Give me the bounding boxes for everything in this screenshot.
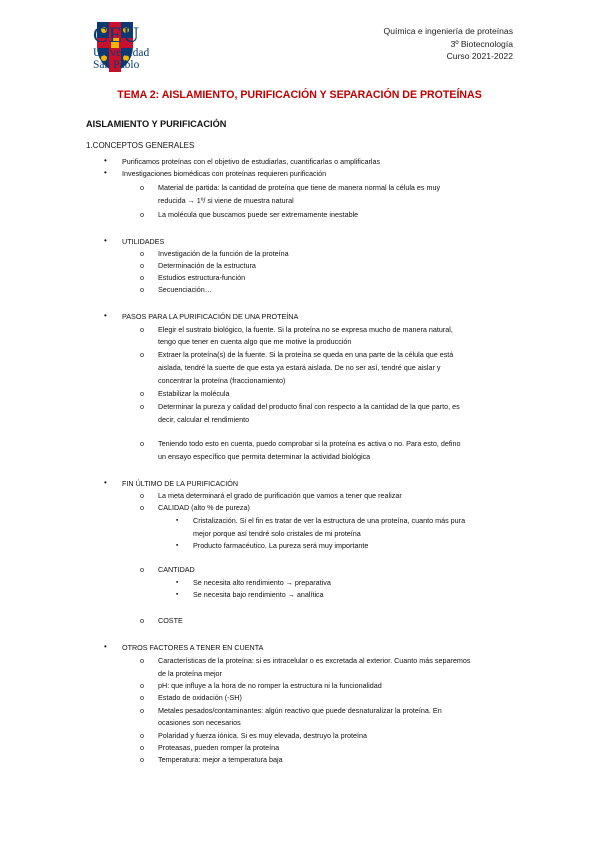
bullet-circle: o <box>140 656 144 665</box>
bullet-circle: o <box>140 616 144 625</box>
text-line: UTILIDADES <box>122 237 165 246</box>
text-line: La meta determinará el grado de purificación que vamos a tener que realizar <box>158 491 402 500</box>
bullet-dot: • <box>104 642 107 651</box>
text-line: OTROS FACTORES A TENER EN CUENTA <box>122 643 264 652</box>
text-line: Metales pesados/contaminantes: algún reactivo que puede desnaturalizar la proteína. En <box>158 706 442 715</box>
bullet-dot: • <box>104 311 107 320</box>
bullet-circle: o <box>140 491 144 500</box>
text-line: aislada, tendré la suerte de que esta ya estará aislada. De no ser así, tendré que aislar y <box>158 363 441 372</box>
bullet-circle: o <box>140 565 144 574</box>
bullet-circle: o <box>140 261 144 270</box>
section-heading: AISLAMIENTO Y PURIFICACIÓN <box>86 119 227 129</box>
text-line: Determinar la pureza y calidad del producto final con respecto a la cantidad de la que parto, es <box>158 402 460 411</box>
bullet-circle: o <box>140 439 144 448</box>
bullet-circle: o <box>140 402 144 411</box>
logo-subtitle-line2: San Pablo <box>93 59 140 71</box>
text-line: concentrar la proteína (fraccionamiento) <box>158 376 286 385</box>
bullet-circle: o <box>140 693 144 702</box>
bullet-square: ▪ <box>176 517 179 524</box>
document-title: TEMA 2: AISLAMIENTO, PURIFICACIÓN Y SEPARACIÓN DE PROTEÍNAS <box>117 89 482 101</box>
bullet-circle: o <box>140 183 144 192</box>
text-line: reducida → 1º/ si viene de muestra natural <box>158 196 294 205</box>
text-line: Características de la proteína: si es intracelular o es excretada al exterior. Cuanto más separemos <box>158 656 471 665</box>
bullet-circle: o <box>140 273 144 282</box>
logo-subtitle <box>93 47 149 71</box>
text-line: de la proteína mejor <box>158 669 222 678</box>
text-line: Secuenciación… <box>158 285 212 294</box>
bullet-circle: o <box>140 755 144 764</box>
text-line: decir, calcular el rendimiento <box>158 415 250 424</box>
logo-subtitle-line1: Universidad <box>93 47 150 59</box>
logo-name: CEU <box>93 22 140 47</box>
text-line: Se necesita bajo rendimiento → analítica <box>193 590 324 599</box>
text-line: Estabilizar la molécula <box>158 389 230 398</box>
text-line: Extraer la proteína(s) de la fuente. Si la proteína se queda en una parte de la célula que está <box>158 350 454 359</box>
subsection-heading: 1.CONCEPTOS GENERALES <box>86 141 195 150</box>
text-line: mejor porque así tendré solo cristales de mi proteína <box>193 529 361 538</box>
text-line: Estudios estructura-función <box>158 273 246 282</box>
text-line: Investigación de la función de la proteína <box>158 249 289 258</box>
bullet-dot: • <box>104 236 107 245</box>
text-line: un ensayo específico que permita determinar la actividad biológica <box>158 452 371 461</box>
bullet-circle: o <box>140 350 144 359</box>
text-line: Temperatura: mejor a temperatura baja <box>158 755 283 764</box>
text-line: Teniendo todo esto en cuenta, puedo comprobar si la proteína es activa o no. Para esto, defino <box>158 439 461 448</box>
bullet-dot: • <box>104 168 107 177</box>
text-line: Producto farmacéutico. La pureza será muy importante <box>193 541 369 550</box>
header-year: Curso 2021-2022 <box>446 51 513 61</box>
bullet-circle: o <box>140 503 144 512</box>
text-line: tengo que tener en cuenta algo que me motive la producción <box>158 337 352 346</box>
text-line: CALIDAD (alto % de pureza) <box>158 503 250 512</box>
text-line: PASOS PARA LA PURIFICACIÓN DE UNA PROTEÍNA <box>122 312 299 321</box>
text-line: Determinación de la estructura <box>158 261 256 270</box>
text-line: Elegir el sustrato biológico, la fuente. Si la proteína no se expresa mucho de manera natural, <box>158 325 453 334</box>
bullet-circle: o <box>140 210 144 219</box>
bullet-circle: o <box>140 249 144 258</box>
text-line: Purificamos proteínas con el objetivo de estudiarlas, cuantificarlas o amplificarlas <box>122 157 381 166</box>
header-degree: 3º Biotecnología <box>450 38 513 49</box>
bullet-circle: o <box>140 389 144 398</box>
text-line: CANTIDAD <box>158 565 195 574</box>
bullet-square: ▪ <box>176 579 179 586</box>
text-line: Material de partida: la cantidad de proteína que tiene de manera normal la célula es muy <box>158 183 441 192</box>
bullet-square: ▪ <box>176 542 179 549</box>
text-line: La molécula que buscamos puede ser extremamente inestable <box>158 210 359 219</box>
header-subject: Química e ingeniería de proteínas <box>383 26 513 36</box>
text-line: Estado de oxidación (-SH) <box>158 693 242 702</box>
course-header <box>384 25 513 63</box>
text-line: ocasiones son necesarios <box>158 718 241 727</box>
bullet-circle: o <box>140 743 144 752</box>
text-line: Polaridad y fuerza iónica. Si es muy elevada, destruyo la proteína <box>158 731 367 740</box>
bullet-circle: o <box>140 731 144 740</box>
bullet-circle: o <box>140 681 144 690</box>
text-line: Investigaciones biomédicas con proteínas requieren purificación <box>122 169 327 178</box>
bullet-circle: o <box>140 325 144 334</box>
bullet-circle: o <box>140 285 144 294</box>
text-line: Se necesita alto rendimiento → preparativa <box>193 578 331 587</box>
text-line: COSTE <box>158 616 183 625</box>
bullet-square: ▪ <box>176 591 179 598</box>
bullet-dot: • <box>104 478 107 487</box>
bullet-dot: • <box>104 156 107 165</box>
bullet-circle: o <box>140 706 144 715</box>
text-line: FIN ÚLTIMO DE LA PURIFICACIÓN <box>122 479 239 488</box>
text-line: Cristalización. Si el fin es tratar de ver la estructura de una proteína, cuanto más pura <box>193 516 466 525</box>
text-line: Proteasas, pueden romper la proteína <box>158 743 280 752</box>
text-line: pH: que influye a la hora de no romper la estructura ni la funcionalidad <box>158 681 382 690</box>
